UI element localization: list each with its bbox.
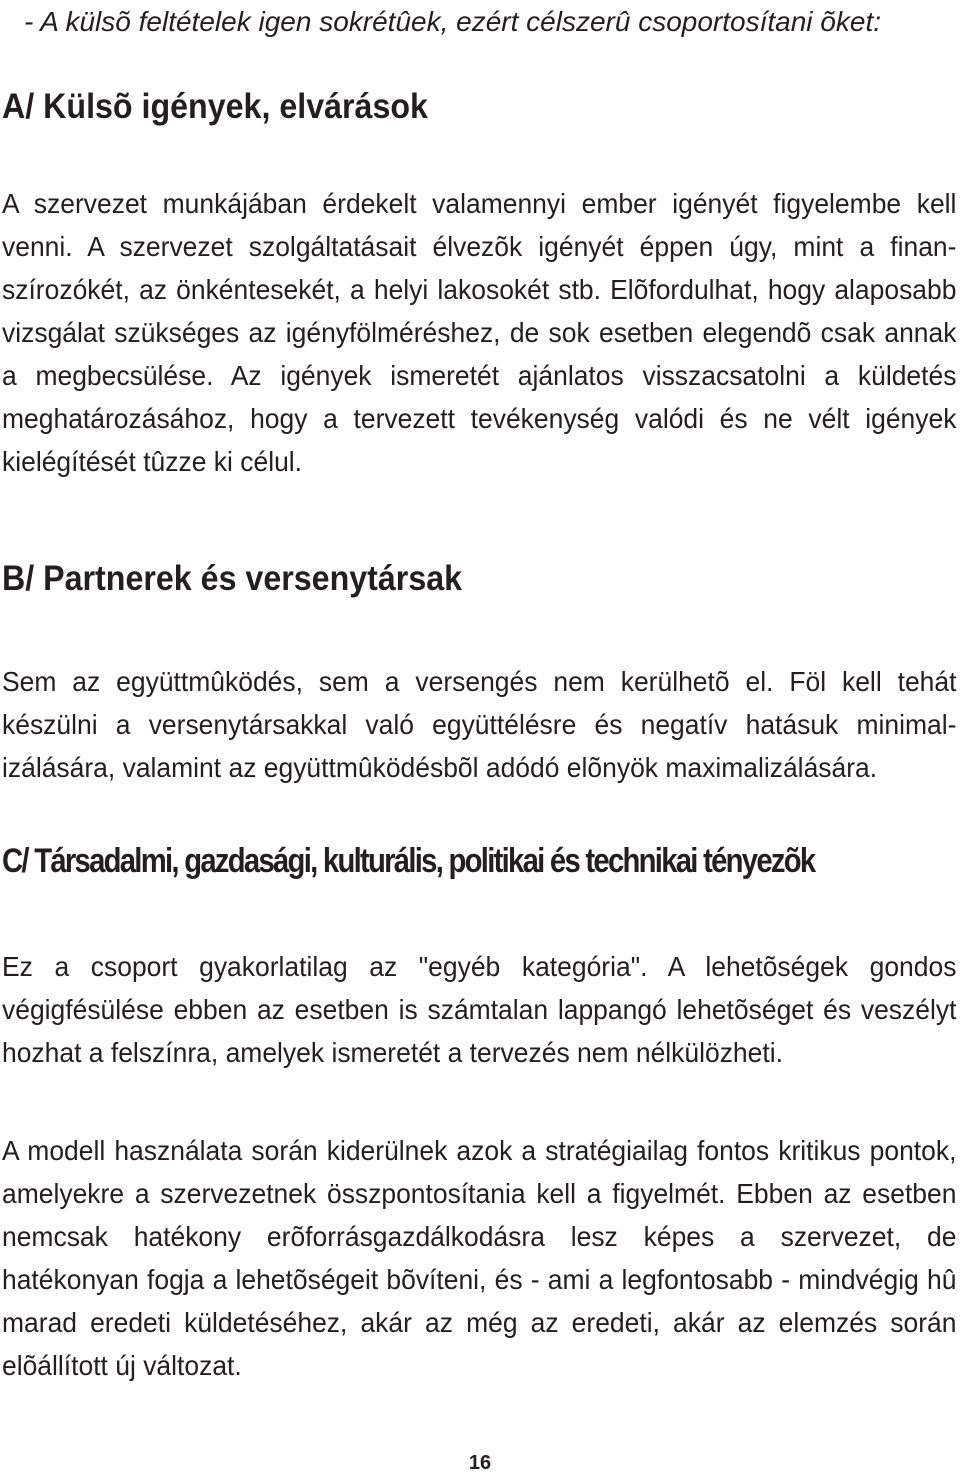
- section-c-heading: C/ Társadalmi, gazdasági, kulturális, politikai és technikai tényezõk: [2, 842, 815, 880]
- closing-paragraph: A modell használata során kiderülnek azok a stratégiailag fontos kritikus pontok, amelyekre a szervezetnek összpontosítania kell a figyelmét. Ebben az esetben nemcsak hatékony erõforrásgazdálkodásra lesz képes a szervezet, de hatékonyan fogja a lehetõségeit bõvíteni, és - ami a legfontosabb - mindvégig hû marad eredeti küldetéséhez, akár az még az eredeti, akár az elemzés során elõállított új változat.: [2, 1135, 957, 1381]
- section-b-heading: B/ Partnerek és versenytársak: [2, 559, 463, 598]
- intro-line: - A külsõ feltételek igen sokrétûek, ezért célszerû csoportosítani õket:: [24, 6, 882, 37]
- page-number: 16: [468, 1452, 492, 1474]
- section-b-paragraph: Sem az együttmûködés, sem a versengés nem kerülhetõ el. Föl kell tehát készülni a versenytársakkal való együttélésre és negatív hatásuk minimalizálására, valamint az együttmûködésbõl adódó elõnyök maximalizálására.: [2, 666, 957, 783]
- section-a-heading: A/ Külsõ igények, elvárások: [2, 87, 428, 126]
- section-c-paragraph: Ez a csoport gyakorlatilag az "egyéb kategória". A lehetõségek gondos végigfésülése ebben az esetben is számtalan lappangó lehetõséget és veszélyt hozhat a felszínra, amelyek ismeretét a tervezés nem nélkülözheti.: [2, 951, 957, 1068]
- section-a-paragraph: A szervezet munkájában érdekelt valamennyi ember igényét figyelembe kell venni. A szervezet szolgáltatásait élvezõk igényét éppen úgy, mint a finanszírozókét, az önkéntesekét, a helyi lakosokét stb. Elõfordulhat, hogy alaposabb vizsgálat szükséges az igényfölméréshez, de sok esetben elegendõ csak annak a megbecsülése. Az igények ismeretét ajánlatos visszacsatolni a küldetés meghatározásához, hogy a tervezett tevékenység valódi és ne vélt igények kielégítését tûzze ki célul.: [2, 188, 957, 477]
